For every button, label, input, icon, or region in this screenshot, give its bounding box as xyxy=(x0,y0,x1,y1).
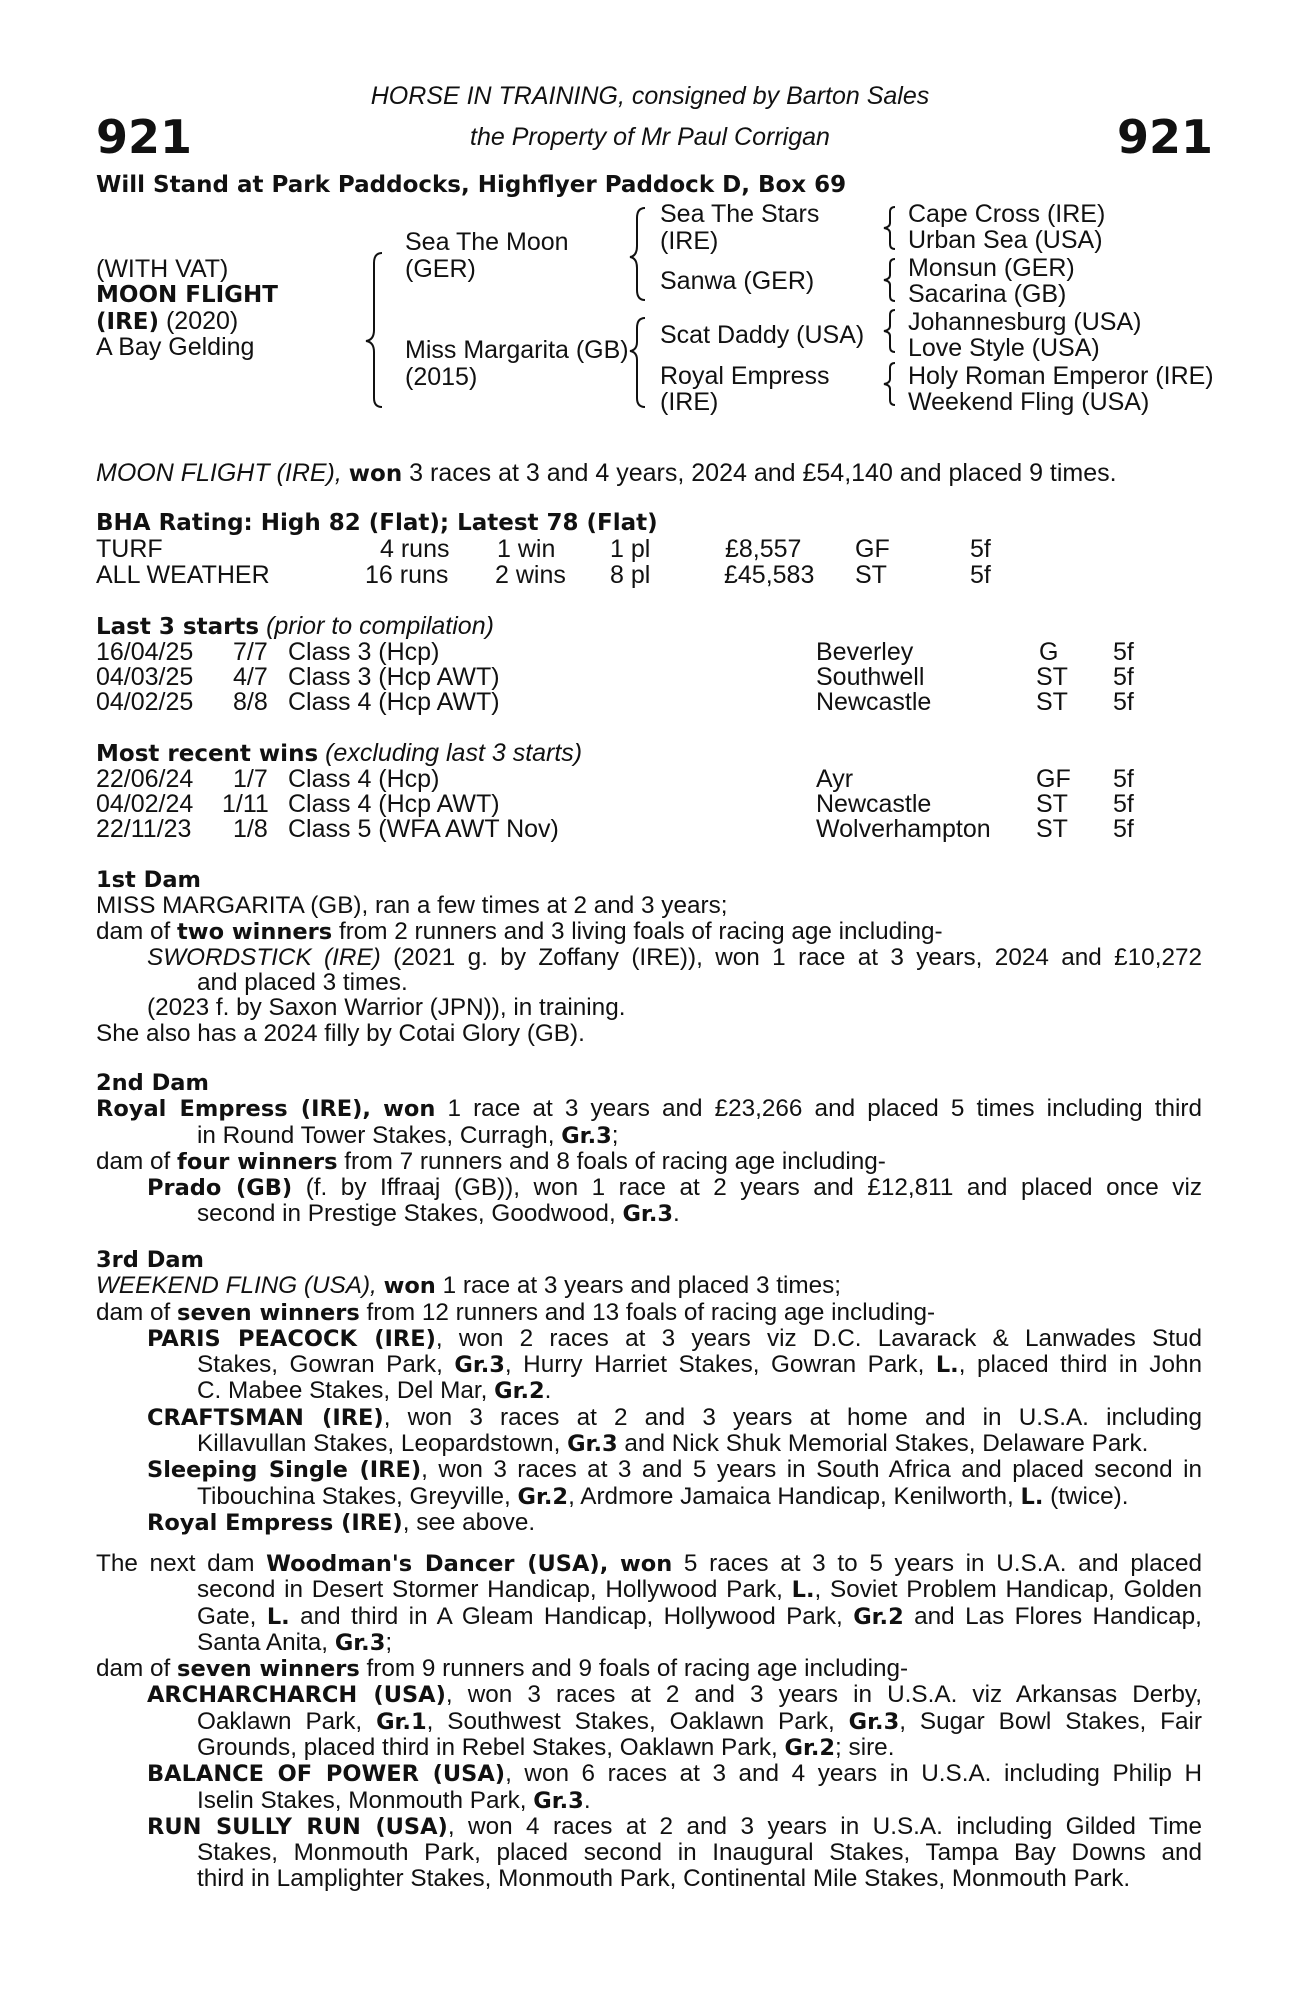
bha-rating-title: BHA Rating: High 82 (Flat); Latest 78 (Flat) xyxy=(96,510,658,536)
lot-number-left: 921 xyxy=(96,110,193,164)
next-dam-section: The next dam Woodman's Dancer (USA), won 5 races at 3 to 5 years in U.S.A. and placed second in Desert Stormer Handicap, Hollywood Park, L., Soviet Problem Handicap, Golden Gate, L. and third in A Gleam Handicap, Hollywood Park, Gr.2 and Las Flores Handicap, Santa Anita, Gr.3; dam of seven winners from 9 runners and 9 foals of racing age including- ARCHARCHARCH (USA), won 3 races at 2 and 3 years in U.S.A. viz Arkansas Derby, Oaklawn Park, Gr.1, Southwest Stakes, Oaklawn Park, Gr.3, Sugar Bowl Stakes, Fair Grounds, placed third in Rebel Stakes, Oaklawn Park, Gr.2; sire. BALANCE OF POWER (USA), won 6 races at 3 and 4 years in U.S.A. including Philip H Iselin Stakes, Monmouth Park, Gr.3. RUN SULLY RUN (USA), won 4 races at 2 and 3 years in U.S.A. including Gilded Time Stakes, Monmouth Park, placed second in Inaugural Stakes, Tampa Bay Downs and third in Lamplighter Stakes, Monmouth Park, Continental Mile Stakes, Monmouth Park. xyxy=(96,1550,1202,1892)
consignor-line: HORSE IN TRAINING, consigned by Barton Sales xyxy=(370,82,930,110)
horse-year: (2020) xyxy=(165,307,239,335)
horse-description: A Bay Gelding xyxy=(96,333,255,361)
ggp-sds: Monsun (GER) xyxy=(908,254,1075,282)
horse-country: (IRE) xyxy=(96,309,160,335)
sire-country: (GER) xyxy=(405,255,476,283)
first-dam-section: 1st Dam MISS MARGARITA (GB), ran a few times at 2 and 3 years; dam of two winners from 2 runners and 3 living foals of racing age including- SWORDSTICK (IRE) (2021 g. by Zoffany (IRE)), won 1 race at 3 years, 2024 and £10,272 and placed 3 times. (2023 f. by Saxon Warrior (JPN)), in training. She also has a 2024 filly by Cotai Glory (GB). xyxy=(96,867,1202,1047)
dam-dam-country: (IRE) xyxy=(660,388,719,416)
ggp-sdd: Sacarina (GB) xyxy=(908,280,1067,308)
ggp-dss: Johannesburg (USA) xyxy=(908,308,1142,336)
stand-location: Will Stand at Park Paddocks, Highflyer Paddock D, Box 69 xyxy=(96,172,847,198)
second-dam-title: 2nd Dam xyxy=(96,1070,209,1096)
sire-dam: Sanwa (GER) xyxy=(660,267,815,295)
sire-sire-country: (IRE) xyxy=(660,227,719,255)
vat-note: (WITH VAT) xyxy=(96,255,229,283)
ggp-sss: Cape Cross (IRE) xyxy=(908,200,1106,228)
sire-name: Sea The Moon xyxy=(405,228,569,256)
second-dam-section: 2nd Dam Royal Empress (IRE), won 1 race at 3 years and £23,266 and placed 5 times including third in Round Tower Stakes, Curragh, Gr.3; dam of four winners from 7 runners and 8 foals of racing age including- Prado (GB) (f. by Iffraaj (GB)), won 1 race at 2 years and £12,811 and placed once viz second in Prestige Stakes, Goodwood, Gr.3. xyxy=(96,1070,1202,1228)
dam-name: Miss Margarita (GB) xyxy=(405,336,629,364)
first-dam-title: 1st Dam xyxy=(96,867,201,893)
third-dam-title: 3rd Dam xyxy=(96,1247,204,1273)
sire-sire-name: Sea The Stars xyxy=(660,200,820,228)
ggp-ssd: Urban Sea (USA) xyxy=(908,226,1103,254)
race-summary: MOON FLIGHT (IRE), won 3 races at 3 and 4 years, 2024 and £54,140 and placed 9 times. xyxy=(96,459,1117,487)
third-dam-section: 3rd Dam WEEKEND FLING (USA), won 1 race at 3 years and placed 3 times; dam of seven winners from 12 runners and 13 foals of racing age including- PARIS PEACOCK (IRE), won 2 races at 3 years viz D.C. Lavarack & Lanwades Stud Stakes, Gowran Park, Gr.3, Hurry Harriet Stakes, Gowran Park, L., placed third in John C. Mabee Stakes, Del Mar, Gr.2. CRAFTSMAN (IRE), won 3 races at 2 and 3 years at home and in U.S.A. including Killavullan Stakes, Leopardstown, Gr.3 and Nick Shuk Memorial Stakes, Delaware Park. Sleeping Single (IRE), won 3 races at 3 and 5 years in South Africa and placed second in Tibouchina Stakes, Greyville, Gr.2, Ardmore Jamaica Handicap, Kenilworth, L. (twice). Royal Empress (IRE), see above. xyxy=(96,1247,1202,1536)
lot-number-right: 921 xyxy=(1117,110,1214,164)
ggp-dsd: Love Style (USA) xyxy=(908,334,1100,362)
ggp-ddd: Weekend Fling (USA) xyxy=(908,388,1150,416)
recent-wins-title: Most recent wins (excluding last 3 starts) xyxy=(96,739,583,767)
dam-sire: Scat Daddy (USA) xyxy=(660,321,865,349)
ggp-dds: Holy Roman Emperor (IRE) xyxy=(908,362,1214,390)
dam-year: (2015) xyxy=(405,363,478,391)
pedigree-brackets xyxy=(0,0,1315,420)
horse-name: MOON FLIGHT xyxy=(96,282,278,308)
dam-dam-name: Royal Empress xyxy=(660,362,830,390)
last3-title: Last 3 starts (prior to compilation) xyxy=(96,612,494,640)
property-line: the Property of Mr Paul Corrigan xyxy=(470,123,830,151)
